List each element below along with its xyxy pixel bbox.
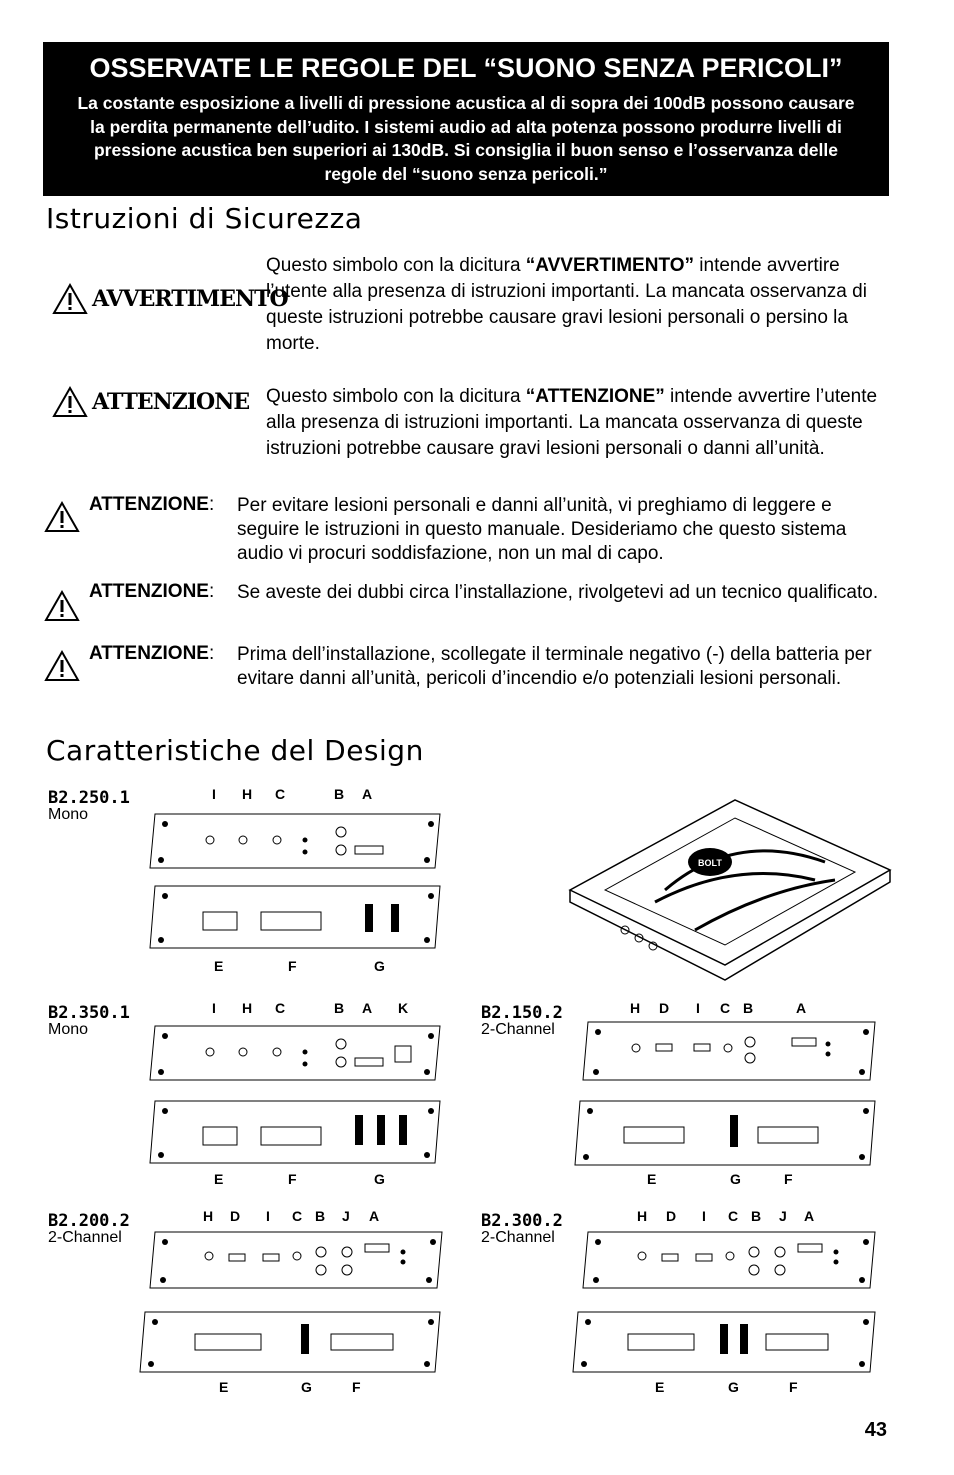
caution-3-label: ATTENZIONE: [89,643,215,664]
brand-logo-text: BOLT [698,858,722,868]
model-b2-250-1 [48,788,130,824]
caution-1-label: ATTENZIONE: [89,494,215,515]
model-5-top-panel [578,1226,880,1296]
caution-2-text: Se aveste dei dubbi circa l’installazione, rivolgetevi ad un tecnico qualificato. [237,582,879,603]
model-b2-350-1 [48,1003,130,1039]
warning-post: intende avvertire l’utente alla presenza di istruzioni importanti. La mancata osservanza di queste istruzioni potrebbe causare gravi lesioni personali o persino la morte. [266,255,867,354]
caution-badge-label: ATTENZIONE [92,389,250,415]
caution-description [266,384,896,462]
model-3-top-panel [578,1016,880,1088]
caution-1-text: Per evitare lesioni personali e danni all’unità, vi preghiamo di leggere e seguire le istruzioni in questo manuale. Desideriamo che questo sistema audio vi procuri soddisfazione, non un mal di capo. [237,495,847,564]
model-2-bottom-panel [145,1097,445,1169]
warning-pre: Questo simbolo con la dicitura [266,255,526,276]
model-1-top-panel [145,806,445,876]
model-sub: Mono [48,806,89,823]
model-sub: Mono [48,1021,89,1038]
banner-text: La costante esposizione a livelli di pressione acustica al di sopra dei 100dB possono causare la perdita permanente dell’udito. I sistemi audio ad alta potenza possono produrre livelli di pressione acustica ben superiori ai 130dB. Si consiglia il buon senso e l’osservanza delle regole del “suono senza pericoli.” [77,93,855,184]
caution-2-label: ATTENZIONE: [89,581,215,602]
caution-3-text: Prima dell’installazione, scollegate il terminale negativo (-) della batteria per evitare danni all’unità, pericoli d’incendio e/o potenziali lesioni personali. [237,644,872,689]
caution-badge [52,386,249,418]
warning-badge-label: AVVERTIMENTO [92,286,288,312]
caution-triangle-icon [52,386,88,418]
model-4-bottom-panel [135,1308,445,1378]
page-number: 43 [864,1419,887,1441]
caution-3-icon [44,650,80,682]
model-5-bottom-panel [568,1308,880,1378]
warning-badge [52,283,288,315]
caution-1-icon [44,501,80,533]
model-2-top-panel [145,1018,445,1088]
model-sub: 2-Channel [481,1021,555,1038]
model-name: B2.300.2 [481,1211,563,1231]
model-b2-300-2 [481,1211,563,1247]
model-name: B2.200.2 [48,1211,130,1231]
model-name: B2.250.1 [48,788,130,808]
design-title: Caratteristiche del Design [46,734,424,767]
caution-2-icon [44,590,80,622]
model-sub: 2-Channel [48,1229,122,1246]
caution-bold: “ATTENZIONE” [525,386,665,407]
model-1-bottom-panel [145,882,445,954]
caution-post: intende avvertire l’utente alla presenza di istruzioni importanti. La mancata osservanza di queste istruzioni potrebbe causare gravi lesioni personali o danni all’unità. [266,386,878,459]
banner-title: OSSERVATE LE REGOLE DEL “SUONO SENZA PERICOLI” [89,53,843,83]
safety-title: Istruzioni di Sicurezza [46,202,363,235]
model-4-top-panel [145,1226,447,1296]
model-sub: 2-Channel [481,1229,555,1246]
model-b2-150-2 [481,1003,563,1039]
warning-description [266,253,896,357]
caution-pre: Questo simbolo con la dicitura [266,386,526,407]
model-name: B2.350.1 [48,1003,130,1023]
model-b2-200-2 [48,1211,130,1247]
model-name: B2.150.2 [481,1003,563,1023]
amplifier-illustration [565,790,895,990]
safe-sound-banner [43,42,889,196]
model-3-bottom-panel [570,1097,880,1172]
warning-triangle-icon [52,283,88,315]
warning-bold: “AVVERTIMENTO” [525,255,694,276]
